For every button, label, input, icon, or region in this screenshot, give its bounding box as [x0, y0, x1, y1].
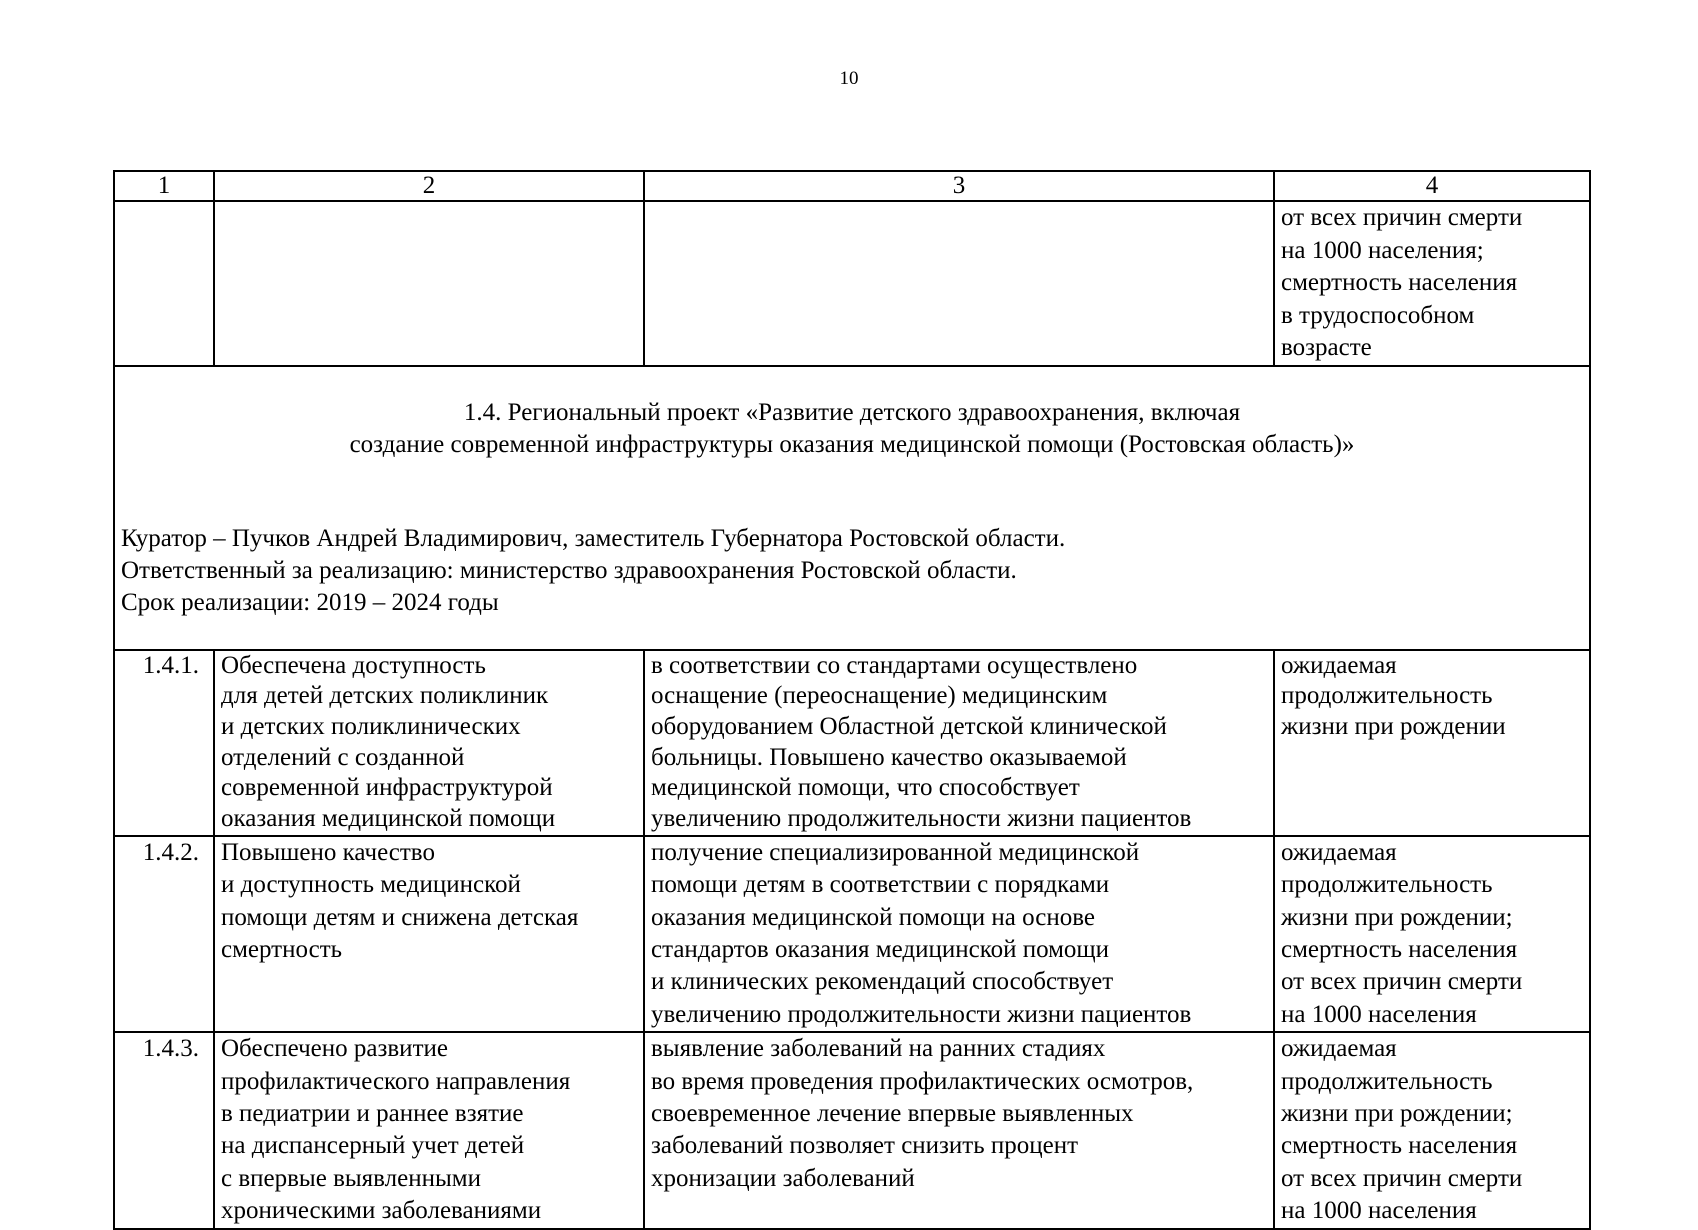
- section-title: 1.4. Региональный проект «Развитие детского здравоохранения, включая создание современной инфраструктуры оказания медицинской помощи (Ростовская область)»: [349, 398, 1355, 458]
- continuation-cell-1: [114, 201, 214, 366]
- table-row: [114, 650, 1590, 836]
- row-indicator: ожидаемая продолжительность жизни при рождении: [1274, 650, 1590, 836]
- continuation-row: [114, 201, 1590, 366]
- row-indicator: ожидаемая продолжительность жизни при рождении; смертность населения от всех причин смерти на 1000 населения: [1274, 836, 1590, 1032]
- row-description: в соответствии со стандартами осуществлено оснащение (переоснащение) медицинским оборудованием Областной детской клинической больницы. Повышено качество оказываемой медицинской помощи, что способствует увеличению продолжительности жизни пациентов: [644, 650, 1274, 836]
- section-info: Куратор – Пучков Андрей Владимирович, заместитель Губернатора Ростовской области. Ответственный за реализацию: министерство здравоохранения Ростовской области. Срок реализации: 2019 – 2024 годы: [121, 524, 1066, 616]
- row-number: 1.4.1.: [114, 650, 214, 836]
- table-row: [114, 836, 1590, 1032]
- row-task: Обеспечена доступность для детей детских поликлиник и детских поликлинических отделений с созданной современной инфраструктурой оказания медицинской помощи: [214, 650, 644, 836]
- row-description: получение специализированной медицинской помощи детям в соответствии с порядками оказания медицинской помощи на основе стандартов оказания медицинской помощи и клинических рекомендаций способствует увеличению продолжительности жизни пациентов: [644, 836, 1274, 1032]
- row-indicator: ожидаемая продолжительность жизни при рождении; смертность населения от всех причин смерти на 1000 населения: [1274, 1032, 1590, 1228]
- row-number: 1.4.2.: [114, 836, 214, 1032]
- continuation-indicator: от всех причин смерти на 1000 населения; смертность населения в трудоспособном возрасте: [1274, 201, 1590, 366]
- row-number: 1.4.3.: [114, 1032, 214, 1228]
- continuation-cell-3: [644, 201, 1274, 366]
- table-header-row: [114, 171, 1590, 201]
- continuation-cell-2: [214, 201, 644, 366]
- section-cell: [114, 366, 1590, 650]
- row-description: выявление заболеваний на ранних стадиях во время проведения профилактических осмотров, своевременное лечение впервые выявленных заболеваний позволяет снизить процент хронизации заболеваний: [644, 1032, 1274, 1228]
- header-cell-2: 2: [214, 171, 644, 201]
- header-cell-4: 4: [1274, 171, 1590, 201]
- row-task: Обеспечено развитие профилактического направления в педиатрии и раннее взятие на диспансерный учет детей с впервые выявленными хроническими заболеваниями: [214, 1032, 644, 1228]
- header-cell-3: 3: [644, 171, 1274, 201]
- table-row: [114, 1032, 1590, 1228]
- project-table: [113, 170, 1591, 1230]
- row-task: Повышено качество и доступность медицинской помощи детям и снижена детская смертность: [214, 836, 644, 1032]
- header-cell-1: 1: [114, 171, 214, 201]
- section-row: [114, 366, 1590, 650]
- page-number: 10: [839, 68, 859, 89]
